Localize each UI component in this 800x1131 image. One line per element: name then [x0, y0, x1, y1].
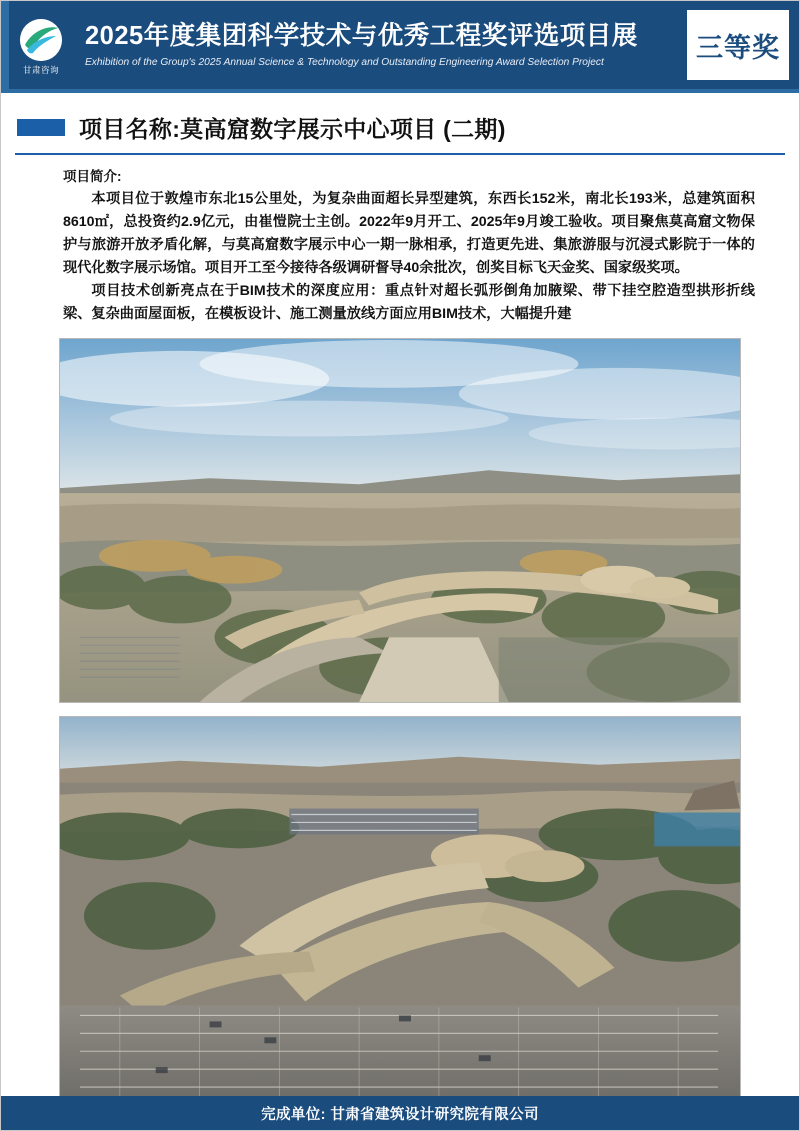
- aerial-view-photo-2: [59, 716, 741, 1101]
- intro-paragraph-1: 本项目位于敦煌市东北15公里处，为复杂曲面超长异型建筑，东西长152米，南北长193米，总建筑面积8610㎡，总投资约2.9亿元，由崔愷院士主创。2022年9月开工、2025年9月竣工验收。项目聚焦莫高窟文物保护与旅游开放矛盾化解，与莫高窟数字展示中心一期一脉相承，打造更先进、集旅游服与沉浸式影院于一体的现代化数字展示场馆。项目开工至今接待各级调研督导40余批次，创奖目标飞天金奖、国家级奖项。: [63, 191, 755, 276]
- project-title-row: [1, 111, 799, 144]
- header-title-en: Exhibition of the Group's 2025 Annual Science & Technology and Outstanding Engineering Award Selection Project: [85, 56, 604, 68]
- intro-label: 项目简介:: [63, 169, 122, 184]
- title-accent-bar: [17, 119, 65, 136]
- page-title: 项目名称:莫高窟数字展示中心项目 (二期): [79, 116, 506, 142]
- header-title-block: [73, 1, 682, 89]
- company-logo: [9, 1, 73, 89]
- logo-mark-icon: [20, 19, 62, 61]
- intro-paragraph-2: 项目技术创新亮点在于BIM技术的深度应用：重点针对超长弧形倒角加腋梁、带下挂空腔造型拱形折线梁、复杂曲面屋面板，在模板设计、施工测量放线方面应用BIM技术，大幅提升建: [63, 283, 755, 322]
- header-underline: [1, 89, 799, 93]
- footer-text: 完成单位: 甘肃省建筑设计研究院有限公司: [261, 1106, 539, 1123]
- award-badge: [684, 7, 792, 83]
- aerial-view-photo-1: [59, 338, 741, 703]
- page-footer: [1, 1096, 799, 1130]
- award-label: 三等奖: [696, 32, 780, 63]
- logo-label: 甘肃咨询: [22, 64, 59, 75]
- photo-gallery: [1, 326, 799, 1101]
- header-title-cn: 2025年度集团科学技术与优秀工程奖评选项目展: [85, 22, 638, 51]
- page-header: [1, 1, 799, 89]
- header-left-stripe: [1, 1, 9, 89]
- intro-section: [1, 155, 799, 326]
